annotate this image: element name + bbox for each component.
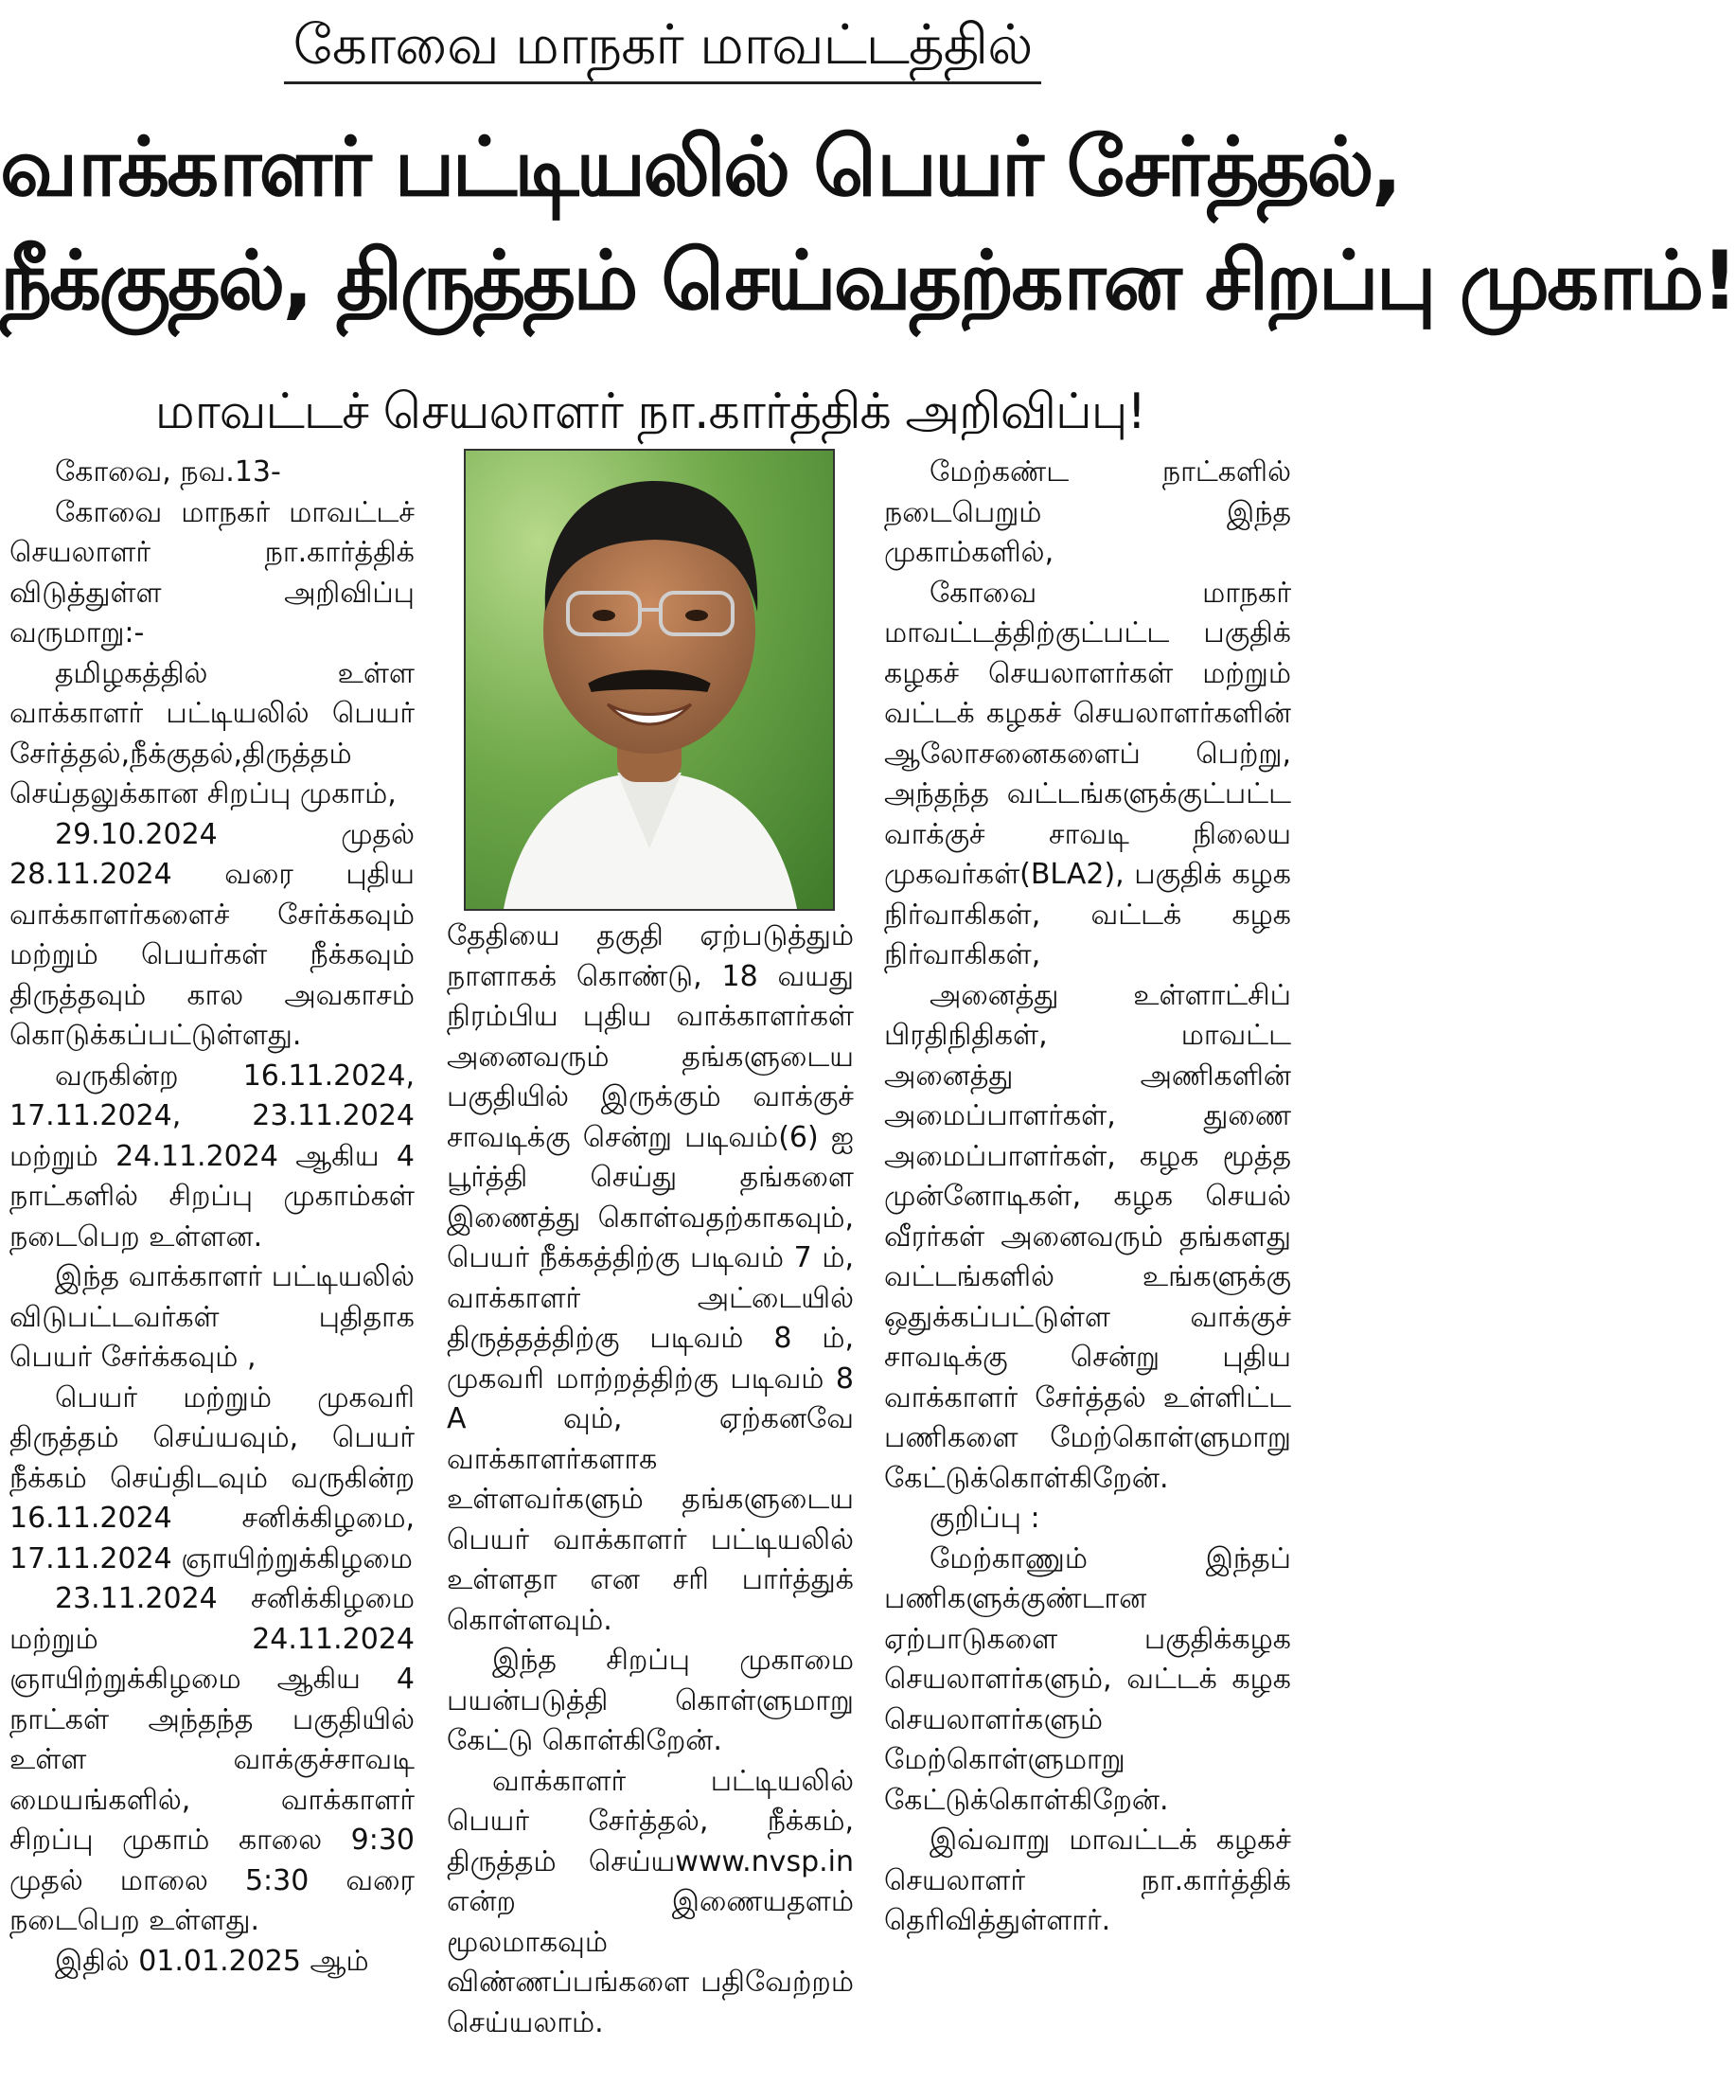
subheadline: மாவட்டச் செயலாளர் நா.கார்த்திக் அறிவிப்பு!: [154, 383, 1146, 440]
column-3: [884, 453, 1291, 1942]
paragraph: தமிழகத்தில் உள்ள வாக்காளர் பட்டியலில் பெயர் சேர்த்தல்,நீக்குதல்,திருத்தம் செய்தலுக்கான சிறப்பு முகாம்,: [9, 656, 415, 810]
column-2: [447, 917, 854, 2043]
paragraph: மேற்காணும் இந்தப் பணிகளுக்குண்டான ஏற்பாடுகளை பகுதிக்கழக செயலாளர்களும், வட்டக் கழக செயலாளர்களும் மேற்கொள்ளுமாறு கேட்டுக்கொள்கிறேன்.: [884, 1541, 1291, 1817]
paragraph: வருகின்ற 16.11.2024, 17.11.2024, 23.11.2024 மற்றும் 24.11.2024 ஆகிய 4 நாட்களில் சிறப்பு முகாம்கள் நடைபெற உள்ளன.: [9, 1059, 415, 1254]
dateline: கோவை, நவ.13-: [55, 455, 281, 489]
paragraph: தேதியை தகுதி ஏற்படுத்தும் நாளாகக் கொண்டு, 18 வயது நிரம்பிய புதிய வாக்காளர்கள் அனைவரும் தங்களுடைய பகுதியில் இருக்கும் வாக்குச் சாவடிக்கு சென்று படிவம்(6) ஐ பூர்த்தி செய்து தங்களை இணைத்து கொள்வதற்காகவும், பெயர் நீக்கத்திற்கு படிவம் 7 ம், வாக்காளர் அட்டையில் திருத்தத்திற்கு படிவம் 8 ம், முகவரி மாற்றத்திற்கு படிவம் 8 A வும், ஏற்கனவே வாக்காளர்களாக உள்ளவர்களும் தங்களுடைய பெயர் வாக்காளர் பட்டியலில் உள்ளதா என சரி பார்த்துக் கொள்ளவும்.: [447, 919, 854, 1637]
paragraph: 23.11.2024 சனிக்கிழமை மற்றும் 24.11.2024 ஞாயிற்றுக்கிழமை ஆகிய 4 நாட்கள் அந்தந்த பகுதியில் உள்ள வாக்குச்சாவடி மையங்களில், வாக்காளர் சிறப்பு முகாம் காலை 9:30 முதல் மாலை 5:30 வரை நடைபெற உள்ளது.: [9, 1582, 415, 1937]
paragraph: இதில் 01.01.2025 ஆம்: [55, 1944, 369, 1978]
paragraph: இந்த வாக்காளர் பட்டியலில் விடுபட்டவர்கள் புதிதாக பெயர் சேர்க்கவும் ,: [9, 1260, 415, 1374]
column-1: [9, 453, 415, 1982]
paragraph: கோவை மாநகர் மாவட்டச் செயலாளர் நா.கார்த்திக் விடுத்துள்ள அறிவிப்பு வருமாறு:-: [9, 495, 415, 650]
headline-line-2: நீக்குதல், திருத்தம் செய்வதற்கான சிறப்பு முகாம்!: [0, 234, 1736, 329]
paragraph: கோவை மாநகர் மாவட்டத்திற்குட்பட்ட பகுதிக் கழகச் செயலாளர்கள் மற்றும் வட்டக் கழகச் செயலாளர்களின் ஆலோசனைகளைப் பெற்று, அந்தந்த வட்டங்களுக்குட்பட்ட வாக்குச் சாவடி நிலைய முகவர்கள்(BLA2), பகுதிக் கழக நிர்வாகிகள், வட்டக் கழக நிர்வாகிகள்,: [884, 576, 1291, 971]
note-label: குறிப்பு :: [930, 1502, 1040, 1535]
paragraph: மேற்கண்ட நாட்களில் நடைபெறும் இந்த முகாம்களில்,: [884, 455, 1291, 569]
kicker-heading: கோவை மாநகர் மாவட்டத்தில்: [284, 8, 1041, 84]
paragraph: பெயர் மற்றும் முகவரி திருத்தம் செய்யவும், பெயர் நீக்கம் செய்திடவும் வருகின்ற 16.11.2024 சனிக்கிழமை, 17.11.2024 ஞாயிற்றுக்கிழமை: [9, 1380, 415, 1575]
paragraph: அனைத்து உள்ளாட்சிப் பிரதிநிதிகள், மாவட்ட அனைத்து அணிகளின் அமைப்பாளர்கள், துணை அமைப்பாளர்கள், கழக மூத்த முன்னோடிகள், கழக செயல் வீரர்கள் அனைவரும் தங்களது வட்டங்களில் உங்களுக்கு ஒதுக்கப்பட்டுள்ள வாக்குச் சாவடிக்கு சென்று புதிய வாக்காளர் சேர்த்தல் உள்ளிட்ட பணிகளை மேற்கொள்ளுமாறு கேட்டுக்கொள்கிறேன்.: [884, 978, 1291, 1495]
paragraph: வாக்காளர் பட்டியலில் பெயர் சேர்த்தல், நீக்கம், திருத்தம் செய்யwww.nvsp.in என்ற இணையதளம் மூலமாகவும் விண்ணப்பங்களை பதிவேற்றம் செய்யலாம்.: [447, 1764, 854, 2039]
headline-line-1: வாக்காளர் பட்டியலில் பெயர் சேர்த்தல்,: [0, 120, 1400, 215]
portrait-photo: [464, 449, 835, 911]
portrait-illustration: [466, 451, 833, 909]
paragraph: இவ்வாறு மாவட்டக் கழகச் செயலாளர் நா.கார்த்திக் தெரிவித்துள்ளார்.: [884, 1824, 1291, 1937]
paragraph: 29.10.2024 முதல் 28.11.2024 வரை புதிய வாக்காளர்களைச் சேர்க்கவும் மற்றும் பெயர்கள் நீக்கவும் திருத்தவும் கால அவகாசம் கொடுக்கப்பட்டுள்ளது.: [9, 817, 415, 1052]
paragraph: இந்த சிறப்பு முகாமை பயன்படுத்தி கொள்ளுமாறு கேட்டு கொள்கிறேன்.: [447, 1644, 854, 1757]
